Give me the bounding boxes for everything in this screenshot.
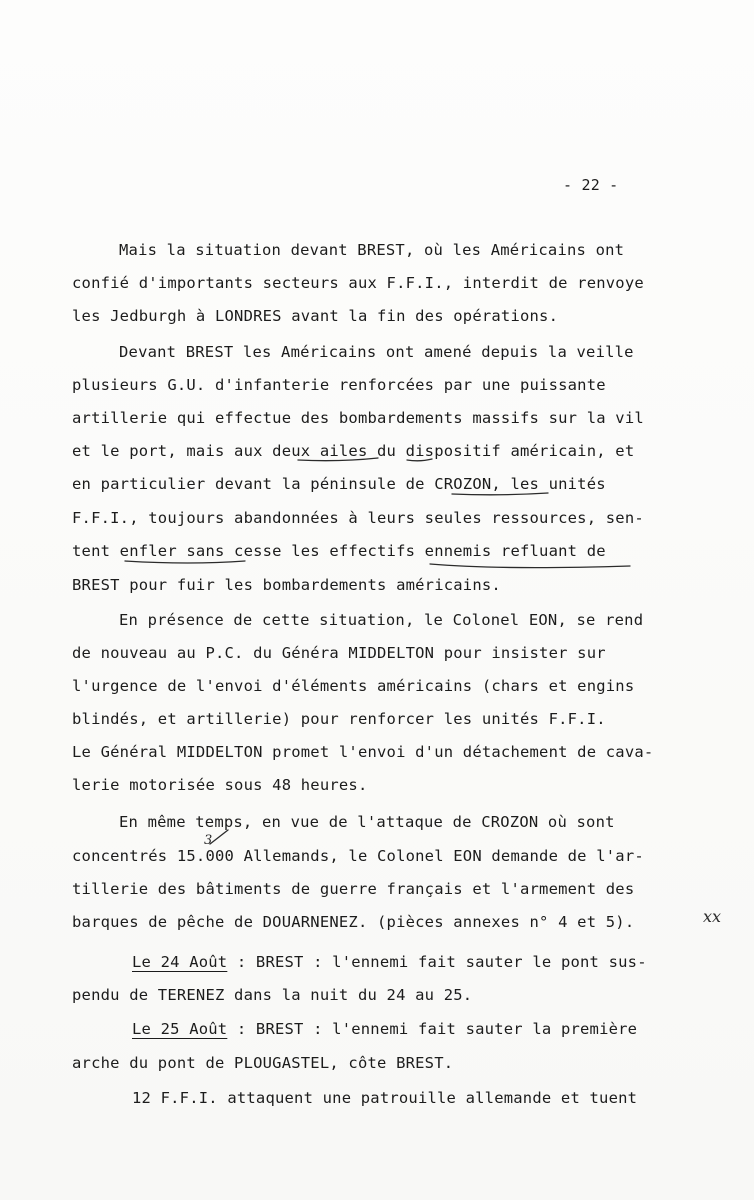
text-line: Devant BREST les Américains ont amené depuis la veille <box>119 343 634 361</box>
text-line: concentrés 15.000 Allemands, le Colonel EON demande de l'ar- <box>72 847 644 865</box>
page-number: - 22 - <box>563 176 619 194</box>
text-line: barques de pêche de DOUARNENEZ. (pièces annexes n° 4 et 5). <box>72 913 635 931</box>
text-line: En même temps, en vue de l'attaque de CROZON où sont <box>119 813 615 831</box>
text-line: Le Général MIDDELTON promet l'envoi d'un détachement de cava- <box>72 743 654 761</box>
handwritten-margin-mark: xx <box>703 907 722 926</box>
text-line: 12 F.F.I. attaquent une patrouille allemande et tuent <box>132 1089 638 1107</box>
dated-entry-line <box>132 1022 637 1038</box>
text-line: artillerie qui effectue des bombardements massifs sur la vil <box>72 409 644 427</box>
text-line: confié d'importants secteurs aux F.F.I., interdit de renvoye <box>72 274 644 292</box>
text-line: F.F.I., toujours abandonnées à leurs seules ressources, sen- <box>72 509 644 527</box>
entry-text: : BREST : l'ennemi fait sauter la première <box>227 1020 638 1038</box>
text-line: l'urgence de l'envoi d'éléments américains (chars et engins <box>72 677 635 695</box>
entry-text: : BREST : l'ennemi fait sauter le pont sus- <box>227 953 647 971</box>
text-line: Mais la situation devant BREST, où les Américains ont <box>119 241 625 259</box>
text-line: tillerie des bâtiments de guerre français et l'armement des <box>72 880 635 898</box>
text-line: BREST pour fuir les bombardements américains. <box>72 576 501 594</box>
text-line: blindés, et artillerie) pour renforcer les unités F.F.I. <box>72 710 606 728</box>
entry-date: Le 25 Août <box>132 1020 228 1038</box>
handwritten-correction: 3 <box>204 833 213 848</box>
text-line: tent enfler sans cesse les effectifs ennemis refluant de <box>72 542 606 560</box>
entry-date: Le 24 Août <box>132 953 228 971</box>
dated-entry-line <box>132 955 647 971</box>
text-line: de nouveau au P.C. du Généra MIDDELTON pour insister sur <box>72 644 606 662</box>
text-line: lerie motorisée sous 48 heures. <box>72 776 368 794</box>
text-line: et le port, mais aux deux ailes du dispositif américain, et <box>72 442 635 460</box>
text-line: les Jedburgh à LONDRES avant la fin des opérations. <box>72 307 559 325</box>
text-line: plusieurs G.U. d'infanterie renforcées par une puissante <box>72 376 606 394</box>
text-line: en particulier devant la péninsule de CROZON, les unités <box>72 475 606 493</box>
text-line: En présence de cette situation, le Colonel EON, se rend <box>119 611 644 629</box>
text-line: arche du pont de PLOUGASTEL, côte BREST. <box>72 1054 454 1072</box>
text-line: pendu de TERENEZ dans la nuit du 24 au 25. <box>72 986 473 1004</box>
